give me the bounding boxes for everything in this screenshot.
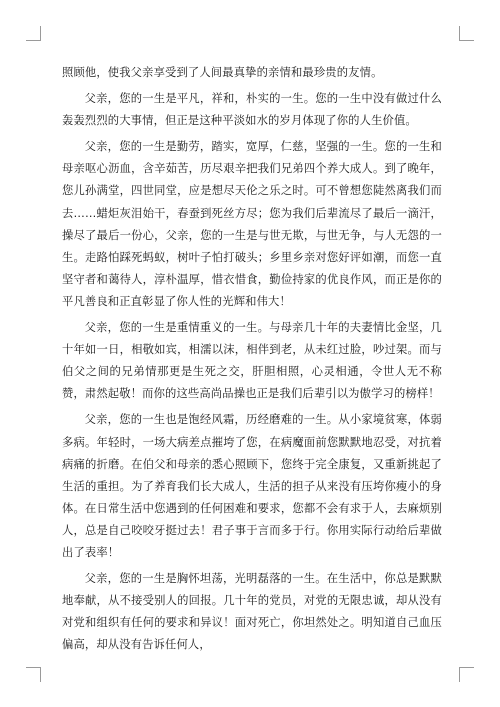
paragraph-open-hearted-life: 父亲，您的一生是胸怀坦荡，光明磊落的一生。在生活中，你总是默默地奉献，从不接受别人的回报。几十年的党员，对党的无限忠诚，却从没有对党和组织有任何的要求和异议！面对死亡，你坦然处之。明知道自己血压偏高，却从没有告诉任何人， (62, 572, 442, 652)
paragraph-diligent-life: 父亲，您的一生是勤劳，踏实，宽厚，仁慈，坚强的一生。您的一生和母亲呕心沥血，含辛茹苦，历尽艰辛把我们兄弟四个养大成人。到了晚年，您儿孙满堂，四世同堂，应是想尽天伦之乐之时。可不曾想您陡然离我们而去……蜡炬灰泪始干，春蚕到死丝方尽；您为我们后辈流尽了最后一滴汗，操尽了最后一份心，父亲，您的一生是与世无欺，与世无争，与人无怨的一生。走路怕踩死蚂蚁，树叶子怕打破头；乡里乡亲对您好评如潮，而您一直坚守者和蔼待人，淳朴温厚，惜衣惜食，勤俭持家的优良作风，而正是你的平凡善良和正直彰显了你人性的光辉和伟大！ (62, 140, 442, 308)
crop-mark-bottom-right (459, 667, 474, 682)
paragraph-continuation: 照顾他，使我父亲享受到了人间最真挚的亲情和最珍贵的友情。 (62, 66, 383, 79)
paragraph-hardship-life: 父亲，您的一生也是饱经风霜，历经磨难的一生。从小家境贫寒，体弱多病。年轻时，一场大病差点摧垮了您，在病魔面前您默默地忍受，对抗着病痛的折磨。在伯父和母亲的悉心照顾下，您终于完全康复，又重新挑起了生活的重担。为了养育我们长大成人，生活的担子从来没有压垮你瘦小的身体。在日常生活中您遇到的任何困难和要求，您都不会有求于人，去麻烦别人，总是自己咬咬牙挺过去！君子事于言而多于行。你用实际行动给后辈做出了表率！ (62, 413, 442, 559)
paragraph-loyal-life: 父亲，您的一生是重情重义的一生。与母亲几十年的夫妻情比金坚，几十年如一日，相敬如宾，相濡以沫，相伴到老，从未红过脸，吵过架。而与伯父之间的兄弟情那更是生死之交，肝胆相照，心灵相通，令世人无不称赞，肃然起敬！而你的这些高尚品操也正是我们后辈引以为傲学习的榜样！ (62, 321, 442, 401)
document-body (62, 62, 442, 660)
crop-mark-bottom-left (26, 667, 41, 682)
crop-mark-top-right (459, 26, 474, 41)
crop-mark-top-left (26, 26, 41, 41)
paragraph-ordinary-life: 父亲，您的一生是平凡，祥和，朴实的一生。您的一生中没有做过什么轰轰烈烈的大事情，但正是这种平淡如水的岁月体现了你的人生价值。 (62, 92, 442, 128)
